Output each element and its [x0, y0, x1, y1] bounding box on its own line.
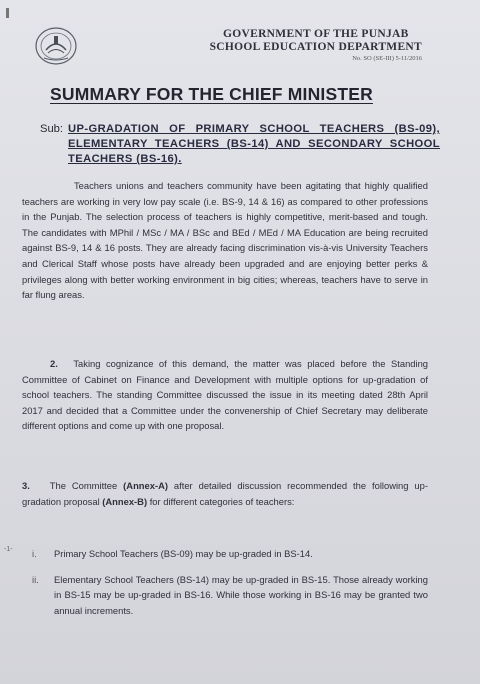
subject-label: Sub:: [40, 123, 64, 135]
scan-mark: [6, 8, 9, 18]
paragraph-2-text: Taking cognizance of this demand, the matter was placed before the Standing Committee of Cabinet on Finance and Development with multiple options for up-gradation of school teachers. The standing Committee discussed the issue in its meeting dated 28th April 2017 and decided that a Committee under the convenership of Chief Secretary may deliberate different options and come up with one proposal.: [22, 358, 429, 432]
letterhead: [210, 28, 422, 62]
paragraph-3-number: 3.: [22, 480, 30, 491]
paragraph-1: [22, 178, 428, 303]
punjab-emblem-icon: [34, 26, 78, 66]
list-numeral: i.: [32, 548, 37, 559]
paragraph-3-text-b: after detailed discussion recommended the following up-gradation proposal: [22, 480, 428, 507]
department-name: SCHOOL EDUCATION DEPARTMENT: [209, 41, 422, 53]
list-item-text: Primary School Teachers (BS-09) may be up-graded in BS-14.: [54, 548, 313, 559]
subject-text: UP-GRADATION OF PRIMARY SCHOOL TEACHERS (BS-09), ELEMENTARY TEACHERS (BS-14) AND SECONDARY SCHOOL TEACHERS (BS-16).: [68, 123, 440, 165]
annex-b-reference: (Annex-B): [102, 495, 148, 507]
paragraph-3-text-c: for different categories of teachers:: [149, 495, 295, 507]
list-item: [26, 572, 428, 619]
paragraph-3-text-a: The Committee: [49, 480, 118, 491]
annex-a-reference: (Annex-A): [123, 480, 168, 491]
recommendation-list: [26, 546, 428, 618]
list-item: [26, 546, 428, 562]
paragraph-2-number: 2.: [50, 358, 58, 369]
government-name: GOVERNMENT OF THE PUNJAB: [223, 28, 409, 40]
reference-number: No. SO (SE-III) 5-11/2016: [352, 55, 422, 62]
paragraph-1-text: Teachers unions and teachers community have been agitating that highly qualified teachers are working in very low pay scale (i.e. BS-9, 14 & 16) as compared to other professions in the Punjab. The selection process of teachers is highly competitive, merit-based and tough. The candidates with MPhil / MSc / MA / BSc and BEd / MEd / MA Education are being recruited against BS-9, 14 & 16 posts. They are already facing discrimination vis-à-vis University Teachers and Clerical Staff whose posts have already been upgraded and are enjoying better perks & privileges along with better working environment in big cities; whereas, teachers have to serve in far flung areas.: [22, 180, 428, 301]
margin-annotation: -1-: [4, 546, 13, 553]
subject-line: [40, 122, 440, 167]
list-numeral: ii.: [32, 573, 39, 585]
paragraph-3: [22, 478, 428, 509]
page-title: SUMMARY FOR THE CHIEF MINISTER: [50, 84, 373, 104]
list-item-text: Elementary School Teachers (BS-14) may be up-graded in BS-15. Those already working in BS-15 may be up-graded in BS-16. While those working in BS-16 may be granted two annual increments.: [54, 573, 428, 616]
paragraph-2: [22, 356, 428, 434]
